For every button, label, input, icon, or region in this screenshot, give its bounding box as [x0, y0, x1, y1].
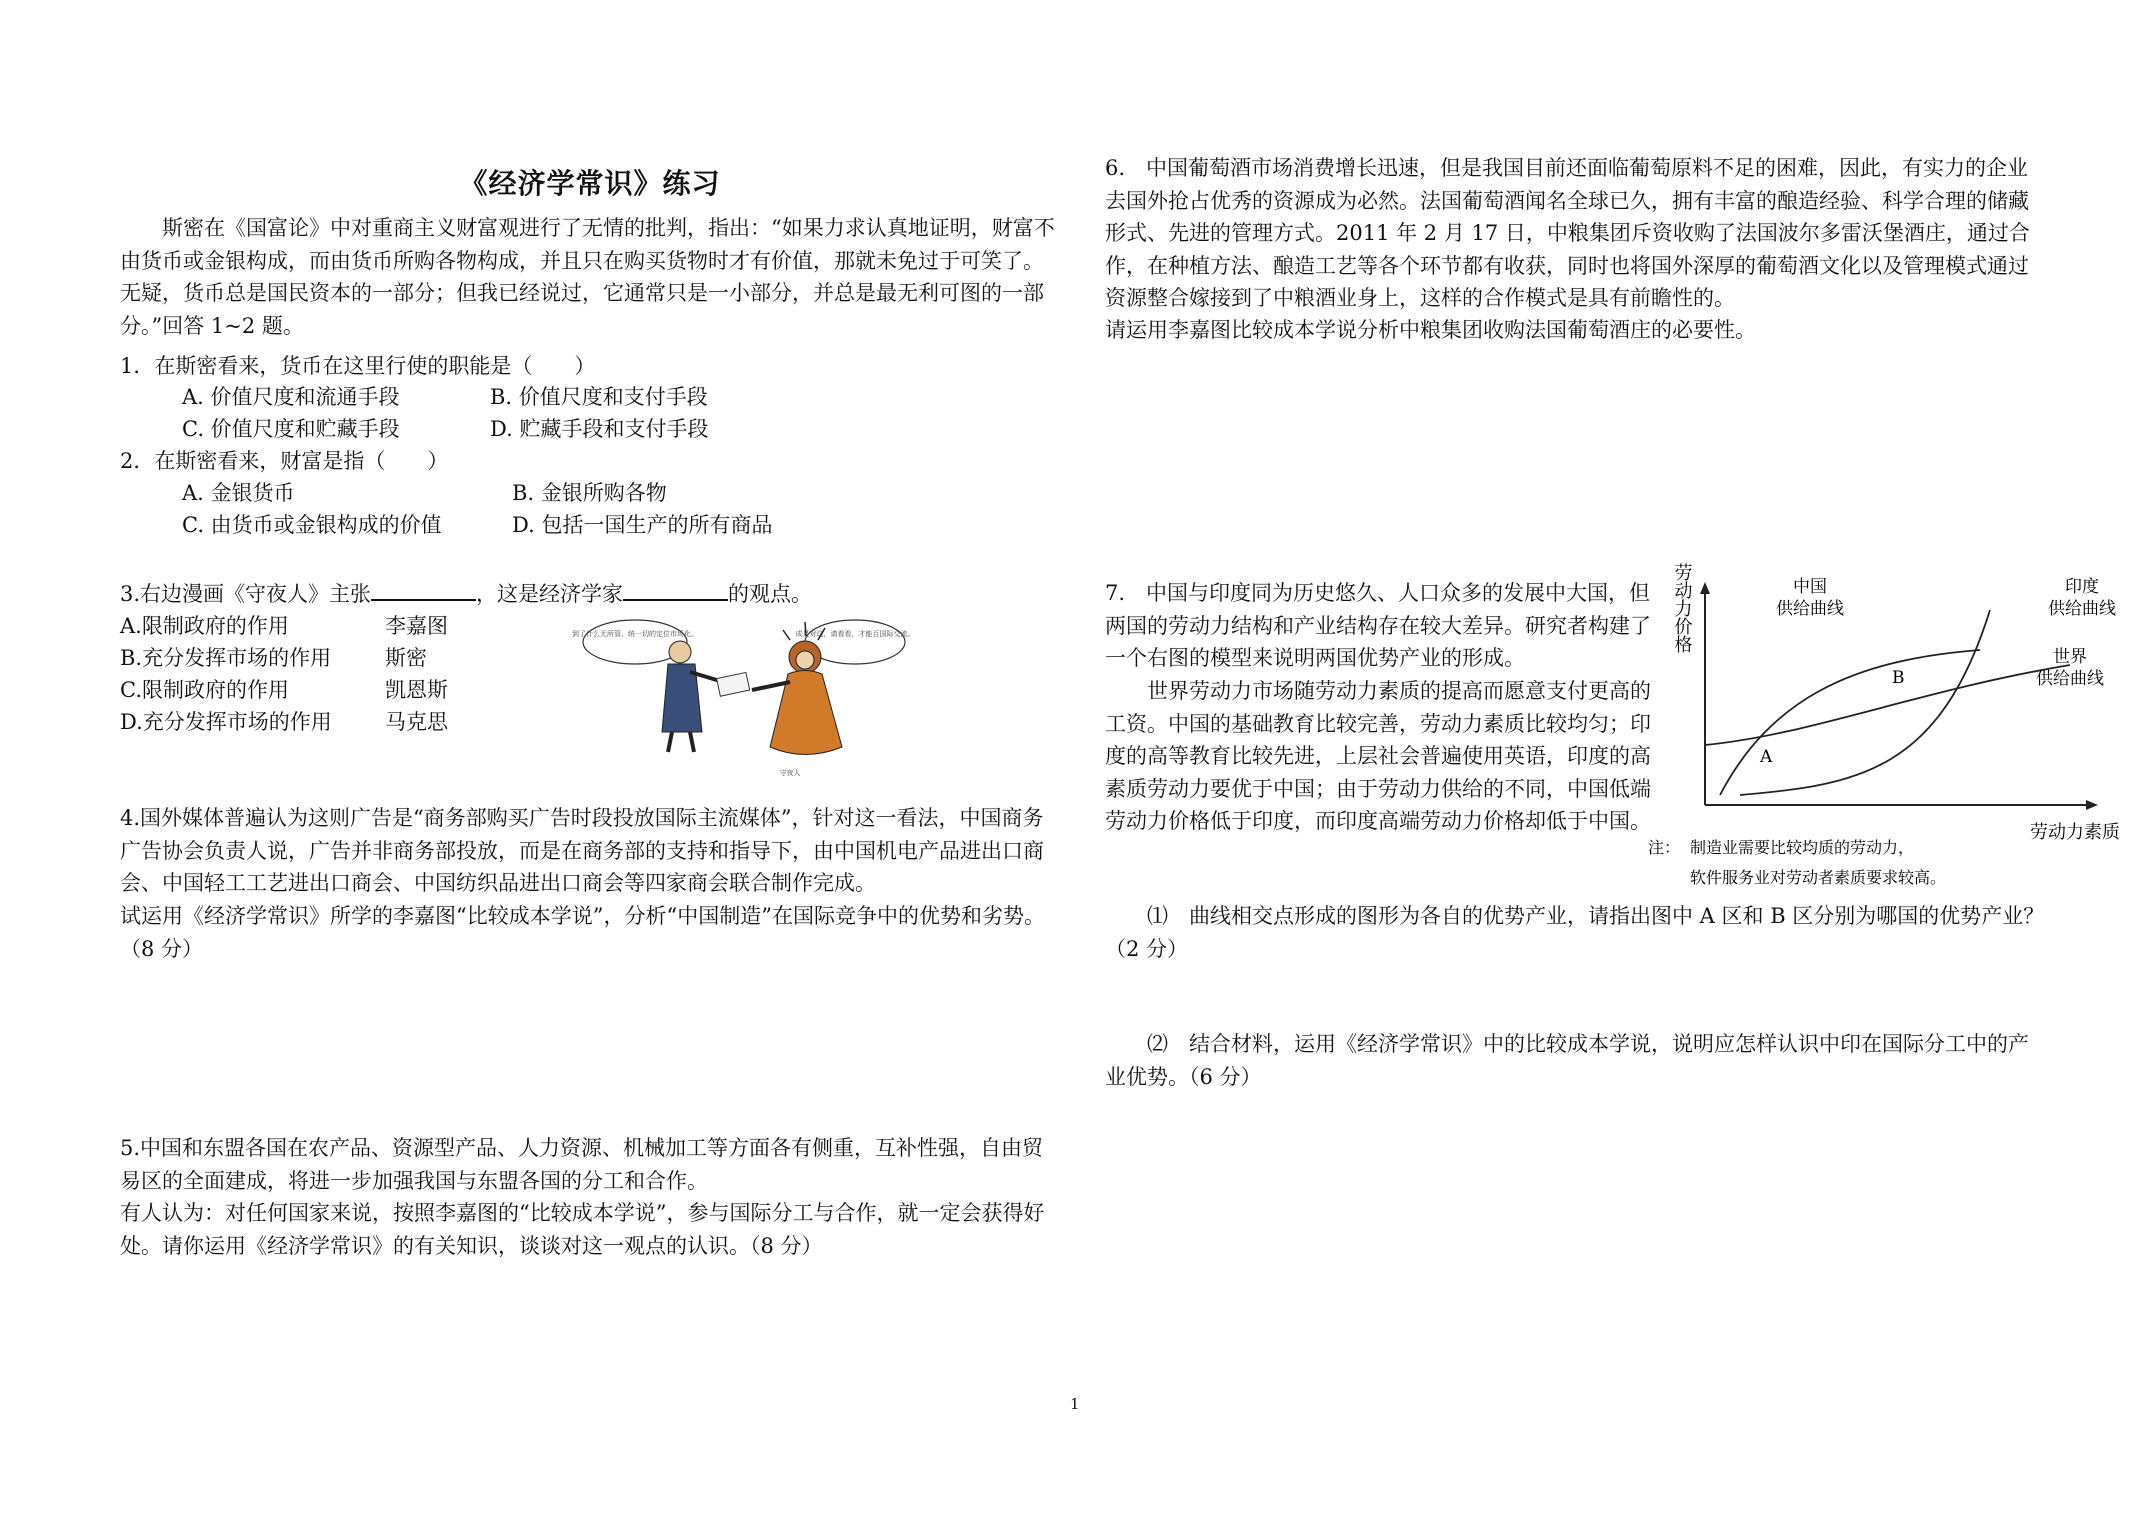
cartoon-caption: 守夜人 — [779, 769, 801, 777]
right-column — [1105, 0, 2120, 1300]
region-b-label: B — [1892, 668, 1905, 688]
india-curve-label-1: 印度 — [2065, 577, 2099, 597]
q3-option-a-economist: 李嘉图 — [385, 614, 448, 638]
q3-answer-blank-2[interactable] — [623, 577, 728, 601]
q3-option-b-label: B.充分发挥市场的作用 — [120, 646, 332, 670]
left-column — [120, 0, 1060, 1300]
china-supply-curve — [1720, 650, 1980, 795]
bubble-left-text: 到了什么无所管，统一切的定位市场化。 — [572, 630, 698, 638]
page-title: 《经济学常识》练习 — [459, 167, 721, 200]
q5-passage: 5.中国和东盟各国在农产品、资源型产品、人力资源、机械加工等方面各有侧重，互补性强，自由贸易区的全面建成，将进一步加强我国与东盟各国的分工和合作。 — [120, 1136, 1044, 1193]
graph-x-axis-label: 劳动力素质 — [2030, 822, 2120, 843]
q1-stem: 1．在斯密看来，货币在这里行使的职能是（ ） — [120, 354, 596, 378]
world-curve-label-2: 供给曲线 — [2036, 669, 2104, 689]
china-curve-label-2: 供给曲线 — [1776, 599, 1844, 619]
china-curve-label-1: 中国 — [1793, 577, 1827, 597]
intro-passage: 斯密在《国富论》中对重商主义财富观进行了无情的批判，指出：“如果力求认真地证明，财富不由货币或金银构成，而由货币所购各物构成，并且只在购买货物时才有价值，那就未免过于可笑了。无疑，货币总是国民资本的一部分；但我已经说过，它通常只是一小部分，并总是最无利可图的一部分。”回答 1~2 题。 — [120, 216, 1055, 338]
q2-option-d: D. 包括一国生产的所有商品 — [512, 513, 773, 537]
q3-stem-part2: ，这是经济学家 — [476, 582, 624, 606]
q3-answer-blank-1[interactable] — [371, 577, 476, 601]
q1-option-d: D. 贮藏手段和支付手段 — [490, 417, 709, 441]
q3-option-c-economist: 凯恩斯 — [385, 678, 448, 702]
q1-option-b: B. 价值尺度和支付手段 — [490, 385, 708, 409]
graph-note-label: 注： — [1648, 838, 1681, 857]
night-watchman-cartoon — [572, 612, 915, 782]
labor-supply-graph — [1648, 563, 2140, 910]
q3-option-b-economist: 斯密 — [385, 646, 427, 670]
world-curve-label-1: 世界 — [2053, 647, 2087, 667]
india-supply-curve — [1740, 610, 1990, 795]
region-a-label: A — [1760, 747, 1773, 767]
india-curve-label-2: 供给曲线 — [2048, 599, 2116, 619]
q1-option-c: C. 价值尺度和贮藏手段 — [182, 417, 400, 441]
q3-stem-part3: 的观点。 — [728, 582, 813, 606]
q1-option-a: A. 价值尺度和流通手段 — [182, 385, 400, 409]
q4-passage: 4.国外媒体普遍认为这则广告是“商务部购买广告时段投放国际主流媒体”，针对这一看法，中国商务广告协会负责人说，广告并非商务部投放，而是在商务部的支持和指导下，由中国机电产品进出口商会、中国轻工工艺进出口商会、中国纺织品进出口商会等四家商会联合制作完成。 — [120, 806, 1044, 895]
q3-option-d-economist: 马克思 — [385, 710, 448, 734]
q3-option-a-label: A.限制政府的作用 — [120, 614, 289, 638]
q2-option-b: B. 金银所购各物 — [512, 481, 667, 505]
q3-option-d-label: D.充分发挥市场的作用 — [120, 710, 332, 734]
q6-question: 请运用李嘉图比较成本学说分析中粮集团收购法国葡萄酒庄的必要性。 — [1105, 318, 1756, 342]
q2-option-c: C. 由货币或金银构成的价值 — [182, 513, 442, 537]
graph-note-line-1: 制造业需要比较均质的劳动力， — [1690, 838, 1915, 857]
q6-passage: 6. 中国葡萄酒市场消费增长迅速，但是我国目前还面临葡萄原料不足的困难，因此，有实力的企业去国外抢占优秀的资源成为必然。法国葡萄酒闻名全球已久，拥有丰富的酿造经验、科学合理的储藏形式、先进的管理方式。2011 年 2 月 17 日，中粮集团斥资收购了法国波尔多雷沃堡酒庄，通过合作，在种植方法、酿造工艺等各个环节都有收获，同时也将国外深厚的葡萄酒文化以及管理模式通过资源整合嫁接到了中粮酒业身上，这样的合作模式是具有前瞻性的。 — [1105, 156, 2030, 310]
q3-stem-part1: 3.右边漫画《守夜人》主张 — [120, 582, 372, 606]
q3-stem — [120, 577, 812, 610]
q3-option-c-label: C.限制政府的作用 — [120, 678, 289, 702]
q7-subquestion-2: ⑵ 结合材料，运用《经济学常识》中的比较成本学说，说明应怎样认识中印在国际分工中的产业优势。（6 分） — [1105, 1032, 2029, 1089]
q7-passage-2: 世界劳动力市场随劳动力素质的提高而愿意支付更高的工资。中国的基础教育比较完善，劳动力素质比较均匀；印度的高等教育比较先进，上层社会普遍使用英语，印度的高素质劳动力要优于中国；由于劳动力供给的不同，中国低端劳动力价格低于印度，而印度高端劳动力价格却低于中国。 — [1105, 679, 1651, 833]
q4-question: 试运用《经济学常识》所学的李嘉图“比较成本学说”，分析“中国制造”在国际竞争中的优势和劣势。（8 分） — [120, 904, 1045, 961]
q5-question: 有人认为：对任何国家来说，按照李嘉图的“比较成本学说”，参与国际分工与合作，就一定会获得好处。请你运用《经济学常识》的有关知识，谈谈对这一观点的认识。（8 分） — [120, 1201, 1045, 1258]
q7-passage-1: 7. 中国与印度同为历史悠久、人口众多的发展中大国，但两国的劳动力结构和产业结构存在较大差异。研究者构建了一个右图的模型来说明两国优势产业的形成。 — [1105, 581, 1651, 670]
page-number: 1 — [1070, 1395, 1080, 1413]
world-supply-curve — [1705, 665, 2070, 745]
bubble-right-text: 成是对这，请看看，才能百国际交流。 — [795, 630, 915, 638]
q7-subquestion-1: ⑴ 曲线相交点形成的图形为各自的优势产业，请指出图中 A 区和 B 区分别为哪国的优势产业？（2 分） — [1105, 904, 2045, 961]
q2-option-a: A. 金银货币 — [182, 481, 295, 505]
graph-y-axis-label: 劳动力价格 — [1671, 563, 1693, 653]
q2-stem: 2．在斯密看来，财富是指（ ） — [120, 449, 449, 473]
graph-note-line-2: 软件服务业对劳动者素质要求较高。 — [1690, 868, 1947, 887]
